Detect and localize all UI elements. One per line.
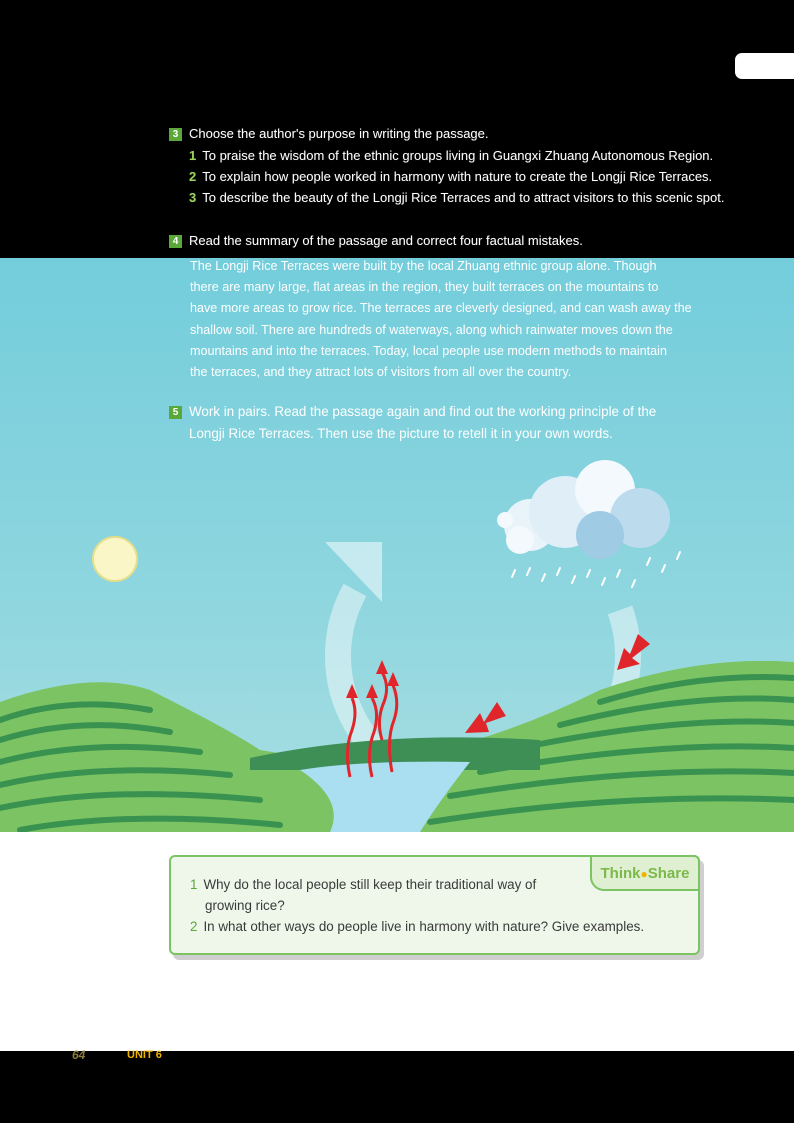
summary-line: shallow soil. There are hundreds of waterways, along which rainwater moves down the — [190, 322, 673, 337]
question-5-number: 5 — [169, 406, 182, 419]
share-label: Share — [647, 865, 690, 882]
sun-icon — [93, 537, 137, 581]
think-share-tag — [590, 855, 700, 891]
question-3-number: 3 — [169, 128, 182, 141]
summary-line: have more areas to grow rice. The terraces are cleverly designed, and can wash away the — [190, 301, 692, 316]
lightbulb-icon: ● — [640, 867, 648, 881]
question-5-line-2: Longji Rice Terraces. Then use the picture to retell it in your own words. — [189, 426, 613, 441]
think-share-box — [169, 855, 700, 955]
summary-line: mountains and into the terraces. Today, local people use modern methods to maintain — [190, 343, 667, 358]
question-3-option-3: 3 To describe the beauty of the Longji Rice Terraces and to attract visitors to this scenic spot. — [189, 190, 725, 205]
think-label: Think — [600, 865, 641, 882]
page-tab — [735, 53, 794, 79]
think-question-1: 1 Why do the local people still keep their traditional way of growing rice? — [190, 877, 537, 913]
summary-line: there are many large, flat areas in the region, they built terraces on the mountains to — [190, 280, 659, 295]
summary-paragraph — [190, 256, 720, 383]
page-number: 64 — [72, 1048, 86, 1062]
question-3-option-1: 1 To praise the wisdom of the ethnic groups living in Guangxi Zhuang Autonomous Region. — [189, 148, 714, 163]
question-4-number: 4 — [169, 235, 182, 248]
question-4-prompt: Read the summary of the passage and correct four factual mistakes. — [189, 233, 583, 248]
water-cycle-illustration — [0, 440, 794, 832]
unit-label: UNIT 6 — [127, 1049, 162, 1061]
question-3-prompt: Choose the author's purpose in writing the passage. — [189, 126, 489, 141]
question-5-line-1: Work in pairs. Read the passage again and find out the working principle of the — [189, 404, 657, 419]
summary-line: The Longji Rice Terraces were built by the local Zhuang ethnic group alone. Though — [190, 259, 657, 273]
question-3-option-2: 2 To explain how people worked in harmony with nature to create the Longji Rice Terraces. — [189, 169, 713, 184]
summary-line: the terraces, and they attract lots of visitors from all over the country. — [190, 365, 572, 380]
think-question-2: 2 In what other ways do people live in harmony with nature? Give examples. — [190, 919, 645, 934]
cloud-icon — [497, 460, 670, 559]
